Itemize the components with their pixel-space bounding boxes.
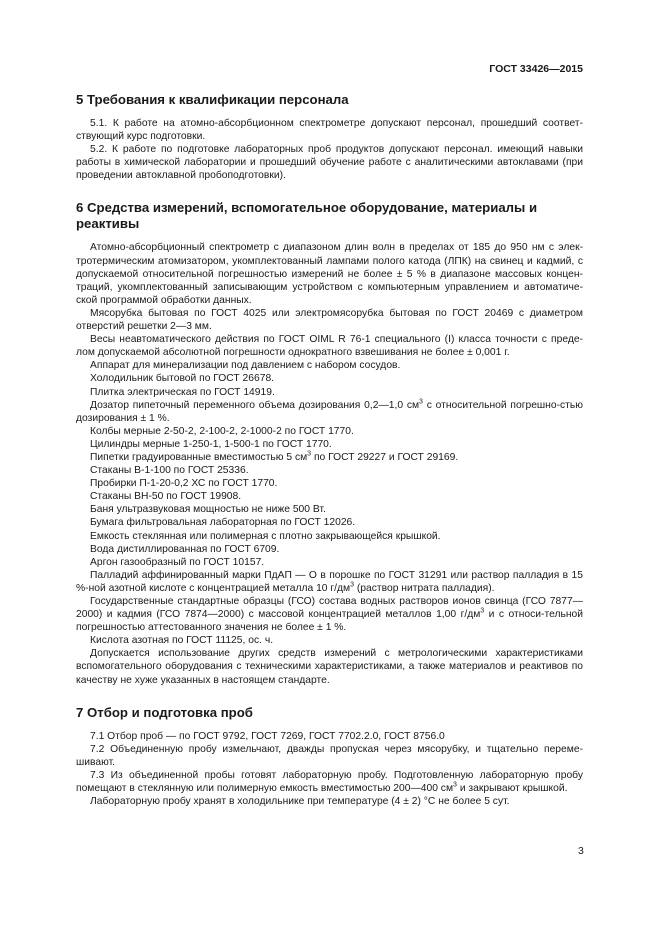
equipment-item: [76, 399, 583, 425]
section-7-title: 7 Отбор и подготовка проб: [76, 704, 253, 720]
page-number: 3: [578, 845, 584, 857]
paragraph-7-3-text: 7.3 Из объединенной пробы готовят лабораторную пробу. Подготовленную лабораторную пробу помещают в стеклянную или полимерную емкость вместимостью 200—400 см: [76, 769, 583, 795]
paragraph-7-storage: Лабораторную пробу хранят в холодильнике при температуре (4 ± 2) °С не более 5 сут.: [90, 796, 510, 808]
section-5: [76, 92, 583, 182]
paragraph-7-2: 7.2 Объединенную пробу измельчают, дважды пропуская через мясорубку, и тщательно переме-шивают.: [76, 743, 583, 768]
superscript: 3: [307, 450, 312, 458]
section-7: [76, 705, 583, 809]
page-content: [76, 92, 583, 822]
paragraph-7-3-end: и закрывают крышкой.: [456, 783, 568, 795]
section-6: [76, 200, 583, 686]
dispenser-text-end: с относительной погрешно-стью дозирования ± 1 %.: [76, 399, 583, 424]
pipette-text-end: по ГОСТ 29227 и ГОСТ 29169.: [311, 451, 459, 463]
superscript: 3: [480, 607, 485, 615]
superscript: 3: [419, 398, 423, 406]
superscript: 3: [350, 581, 355, 589]
equipment-item: Атомно-абсорбционный спектрометр с диапазоном длин волн в пределах от 185 до 950 нм с элек-тротермическим атомизатором, укомплектованный лампами полого катода (ЛПК) на свинец и кадмий, с допускаемой относительной погрешностью измерений не более ± 5 % в диапазоне массовых концен-траций, укомплектованный записывающим устройством с компьютерным управлением и автоматиче-ской программой обработки данных.: [76, 242, 583, 306]
section-6-title: 6 Средства измерений, вспомогательное оборудование, материалы и реактивы: [76, 200, 538, 232]
paragraph-7-3: [76, 769, 583, 795]
equipment-item: Плитка электрическая по ГОСТ 14919.: [90, 386, 275, 398]
equipment-item: Аппарат для минерализации под давлением с набором сосудов.: [90, 360, 401, 372]
equipment-item: Стаканы ВН-50 по ГОСТ 19908.: [90, 491, 242, 503]
equipment-item: Кислота азотная по ГОСТ 11125, ос. ч.: [90, 635, 274, 647]
equipment-item: Вода дистиллированная по ГОСТ 6709.: [90, 543, 280, 555]
equipment-item: Бумага фильтровальная лабораторная по ГОСТ 12026.: [90, 517, 356, 529]
equipment-item: [76, 451, 583, 464]
equipment-item: Баня ультразвуковая мощностью не ниже 500 Вт.: [90, 504, 326, 516]
standard-number: ГОСТ 33426—2015: [489, 63, 583, 75]
equipment-item: Цилиндры мерные 1-250-1, 1-500-1 по ГОСТ 1770.: [90, 438, 332, 450]
pipette-text: Пипетки градуированные вместимостью 5 см: [90, 451, 308, 463]
equipment-item: Стаканы В-1-100 по ГОСТ 25336.: [90, 465, 249, 477]
equipment-item: Колбы мерные 2-50-2, 2-100-2, 2-1000-2 по ГОСТ 1770.: [90, 425, 354, 437]
palladium-text-end: (раствор нитрата палладия).: [354, 582, 495, 594]
equipment-item: Емкость стеклянная или полимерная с плотно закрывающейся крышкой.: [90, 530, 441, 542]
equipment-item: Весы неавтоматического действия по ГОСТ OIML R 76-1 специального (I) класса точности с преде-лом допускаемой абсолютной погрешности однократного взвешивания не более ± 0,001 г.: [76, 334, 583, 359]
gso-text-end: и с относи-тельной погрешностью аттестованного значения не более ± 1 %.: [76, 609, 583, 634]
equipment-item: Пробирки П-1-20-0,2 ХС по ГОСТ 1770.: [90, 478, 278, 490]
dispenser-text: Дозатор пипеточный переменного объема дозирования 0,2—1,0 см: [90, 399, 420, 411]
gso-text: Государственные стандартные образцы (ГСО) состава водных растворов ионов свинца (ГСО 7877—2000) и кадмия (ГСО 7874—2000) с массовой концентрацией металлов 1,00 г/дм: [76, 596, 583, 621]
superscript: 3: [453, 781, 457, 789]
equipment-item: Аргон газообразный по ГОСТ 10157.: [90, 556, 265, 568]
equipment-item: [76, 569, 583, 595]
paragraph-5-1: 5.1. К работе на атомно-абсорбционном спектрометре допускают персонал, прошедший соответ-ствующий курс подготовки.: [76, 118, 583, 143]
paragraph-7-1: 7.1 Отбор проб — по ГОСТ 9792, ГОСТ 7269, ГОСТ 7702.2.0, ГОСТ 8756.0: [90, 730, 445, 742]
equipment-item: Холодильник бытовой по ГОСТ 26678.: [90, 373, 275, 385]
equipment-item: [76, 595, 583, 634]
palladium-text: Палладий аффинированный марки ПдАП — О в порошке по ГОСТ 31291 или раствор палладия в 15 %-ной азотной кислоте с концентрацией металла 10 г/дм: [76, 569, 583, 594]
allowance-paragraph: Допускается использование других средств измерений с метрологическими характеристиками вспомогательного оборудования с техническими характеристиками, а также материалов и реактивов по качеству не хуже указанных в настоящем стандарте.: [76, 648, 583, 686]
equipment-item: Мясорубка бытовая по ГОСТ 4025 или электромясорубка бытовая по ГОСТ 20469 с диаметром отверстий решетки 2—3 мм.: [76, 307, 583, 333]
paragraph-5-2: 5.2. К работе по подготовке лабораторных проб продуктов допускают персонал. имеющий навыки работы в химической лаборатории и прошедший обучение работе с аналитическими автоклавами (при проведении автоклавной пробоподготовки).: [76, 144, 583, 182]
section-5-title: 5 Требования к квалификации персонала: [76, 92, 349, 107]
